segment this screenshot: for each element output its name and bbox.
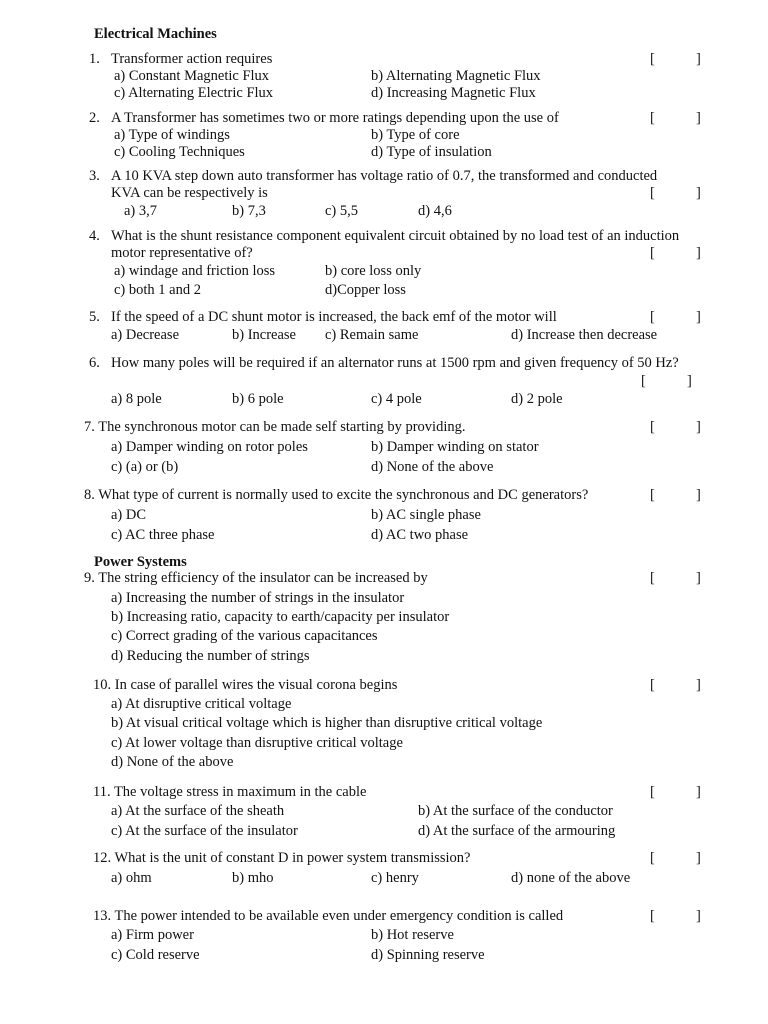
section-heading-electrical-machines: Electrical Machines [94,26,217,42]
q5-text: If the speed of a DC shunt motor is increased, the back emf of the motor will [111,309,557,325]
q10-option-b: b) At visual critical voltage which is higher than disruptive critical voltage [111,715,543,731]
q5-number: 5. [89,309,100,325]
q3-number: 3. [89,168,100,184]
q2-number: 2. [89,110,100,126]
q4-option-c: c) both 1 and 2 [114,282,201,298]
q12-option-c: c) henry [371,870,419,886]
q13-text: 13. The power intended to be available even under emergency condition is called [93,908,564,924]
q6-text: How many poles will be required if an alternator runs at 1500 rpm and given frequency of 50 Hz? [111,355,679,371]
q9-option-a: a) Increasing the number of strings in the insulator [111,590,405,606]
q11-text: 11. The voltage stress in maximum in the cable [93,784,367,800]
q1-option-b: b) Alternating Magnetic Flux [371,68,541,84]
q9-option-d: d) Reducing the number of strings [111,648,310,664]
q8-text: 8. What type of current is normally used to excite the synchronous and DC generators? [84,487,589,503]
q7-text: 7. The synchronous motor can be made self starting by providing. [84,419,466,435]
q7-option-b: b) Damper winding on stator [371,439,539,455]
q3-text: A 10 KVA step down auto transformer has voltage ratio of 0.7, the transformed and conducted [111,168,658,184]
q9-option-b: b) Increasing ratio, capacity to earth/capacity per insulator [111,609,450,625]
q3-option-a: a) 3,7 [124,203,158,219]
q12-option-b: b) mho [232,870,274,886]
q10-option-a: a) At disruptive critical voltage [111,696,292,712]
q4-text: What is the shunt resistance component equivalent circuit obtained by no load test of an induction [111,228,680,244]
q3-option-b: b) 7,3 [232,203,266,219]
q11-option-d: d) At the surface of the armouring [418,823,616,839]
q7-option-d: d) None of the above [371,459,494,475]
q6-number: 6. [89,355,100,371]
q6-option-d: d) 2 pole [511,391,563,407]
q13-option-b: b) Hot reserve [371,927,454,943]
q3-text-line2: KVA can be respectively is [111,185,268,201]
q8-option-c: c) AC three phase [111,527,215,543]
q8-option-b: b) AC single phase [371,507,481,523]
q13-option-a: a) Firm power [111,927,194,943]
q11-option-c: c) At the surface of the insulator [111,823,298,839]
q5-option-d: d) Increase then decrease [511,327,658,343]
q6-option-a: a) 8 pole [111,391,162,407]
q3-option-d: d) 4,6 [418,203,452,219]
q10-option-c: c) At lower voltage than disruptive critical voltage [111,735,403,751]
q8-option-d: d) AC two phase [371,527,469,543]
q5-option-a: a) Decrease [111,327,180,343]
q6-option-c: c) 4 pole [371,391,422,407]
q1-option-d: d) Increasing Magnetic Flux [371,85,536,101]
q2-option-d: d) Type of insulation [371,144,492,160]
q10-text: 10. In case of parallel wires the visual corona begins [93,677,398,693]
q13-option-d: d) Spinning reserve [371,947,485,963]
q1-number: 1. [89,51,100,67]
q11-option-b: b) At the surface of the conductor [418,803,613,819]
q6-option-b: b) 6 pole [232,391,284,407]
q9-option-c: c) Correct grading of the various capacitances [111,628,378,644]
document-page: Electrical Machines 1. Transformer action requires [ ] a) Constant Magnetic Flux b) Alternating Magnetic Flux c) Alternating Electric Flux d) Increasing Magnetic Flux 2. A Transformer has sometimes two or more ratings depending upon the use of [ ] a) Type of windings b) Type of core c) Cooling Techniques d) Type of insulation 3. A 10 KVA step down auto transformer has voltage ratio of 0.7, the transformed and conducted KVA can be respectively is [ ] a) 3,7 b) 7,3 c) 5,5 d) 4,6 4. What is the shunt resistance component equivalent circuit obtained by no load test of an induction motor representative of? [ ] a) windage and friction loss b) core loss only c) both 1 and 2 d)Copper loss 5. If the speed of a DC shunt motor is increased, the back emf of the motor will [ ] a) Decrease b) Increase c) Remain same d) Increase then decrease 6. How many poles will be required if an alternator runs at 1500 rpm and given frequency of 50 Hz? [ ] a) 8 pole b) 6 pole c) 4 pole d) 2 pole 7. The synchronous motor can be made self starting by providing. [ ] a) Damper winding on rotor poles b) Damper winding on stator c) (a) or (b) d) None of the above 8. What type of current is normally used to excite the synchronous and DC generators? [ ] a) DC b) AC single phase c) AC three phase d) AC two phase Power Systems 9. The string efficiency of the insulator can be increased by [ ] a) Increasing the number of strings in the insulator b) Increasing ratio, capacity to earth/capacity per insulator c) Correct grading of the various capacitances d) Reducing the number of strings 10. In case of parallel wires the visual corona begins [ ] a) At disruptive critical voltage b) At visual critical voltage which is higher than disruptive critical voltage c) At lower voltage than disruptive critical voltage d) None of the above 11. The voltage stress in maximum in the cable [ ] a) At the surface of the sheath b) At the surface of the conductor c) At the surface of the insulator d) At the surface of the armouring 12. What is the unit of constant D in power system transmission? [ ] a) ohm b) mho c) henry d) none of the above 13. The power intended to be available even under emergency condition is called [ ] a) Firm power b) Hot reserve c) Cold reserve d) Spinning reserve [84,26,701,963]
q7-option-a: a) Damper winding on rotor poles [111,439,308,455]
q12-option-d: d) none of the above [511,870,631,886]
q3-option-c: c) 5,5 [325,203,359,219]
q1-option-a: a) Constant Magnetic Flux [114,68,270,84]
q4-number: 4. [89,228,100,244]
q4-option-b: b) core loss only [325,263,422,279]
q2-option-b: b) Type of core [371,127,460,143]
q12-text: 12. What is the unit of constant D in power system transmission? [93,850,471,866]
q2-option-a: a) Type of windings [114,127,230,143]
q5-option-c: c) Remain same [325,327,419,343]
q4-option-a: a) windage and friction loss [114,263,276,279]
q2-option-c: c) Cooling Techniques [114,144,245,160]
q4-option-d: d)Copper loss [325,282,406,298]
q1-text: Transformer action requires [111,51,273,67]
q12-option-a: a) ohm [111,870,152,886]
q13-option-c: c) Cold reserve [111,947,200,963]
section-heading-power-systems: Power Systems [94,554,187,570]
q5-option-b: b) Increase [232,327,296,343]
q9-text: 9. The string efficiency of the insulator can be increased by [84,570,428,586]
q1-option-c: c) Alternating Electric Flux [114,85,274,101]
q11-option-a: a) At the surface of the sheath [111,803,285,819]
q8-option-a: a) DC [111,507,147,523]
q7-option-c: c) (a) or (b) [111,459,179,475]
q2-text: A Transformer has sometimes two or more ratings depending upon the use of [111,110,559,126]
q4-text-line2: motor representative of? [111,245,253,261]
q10-option-d: d) None of the above [111,754,234,770]
